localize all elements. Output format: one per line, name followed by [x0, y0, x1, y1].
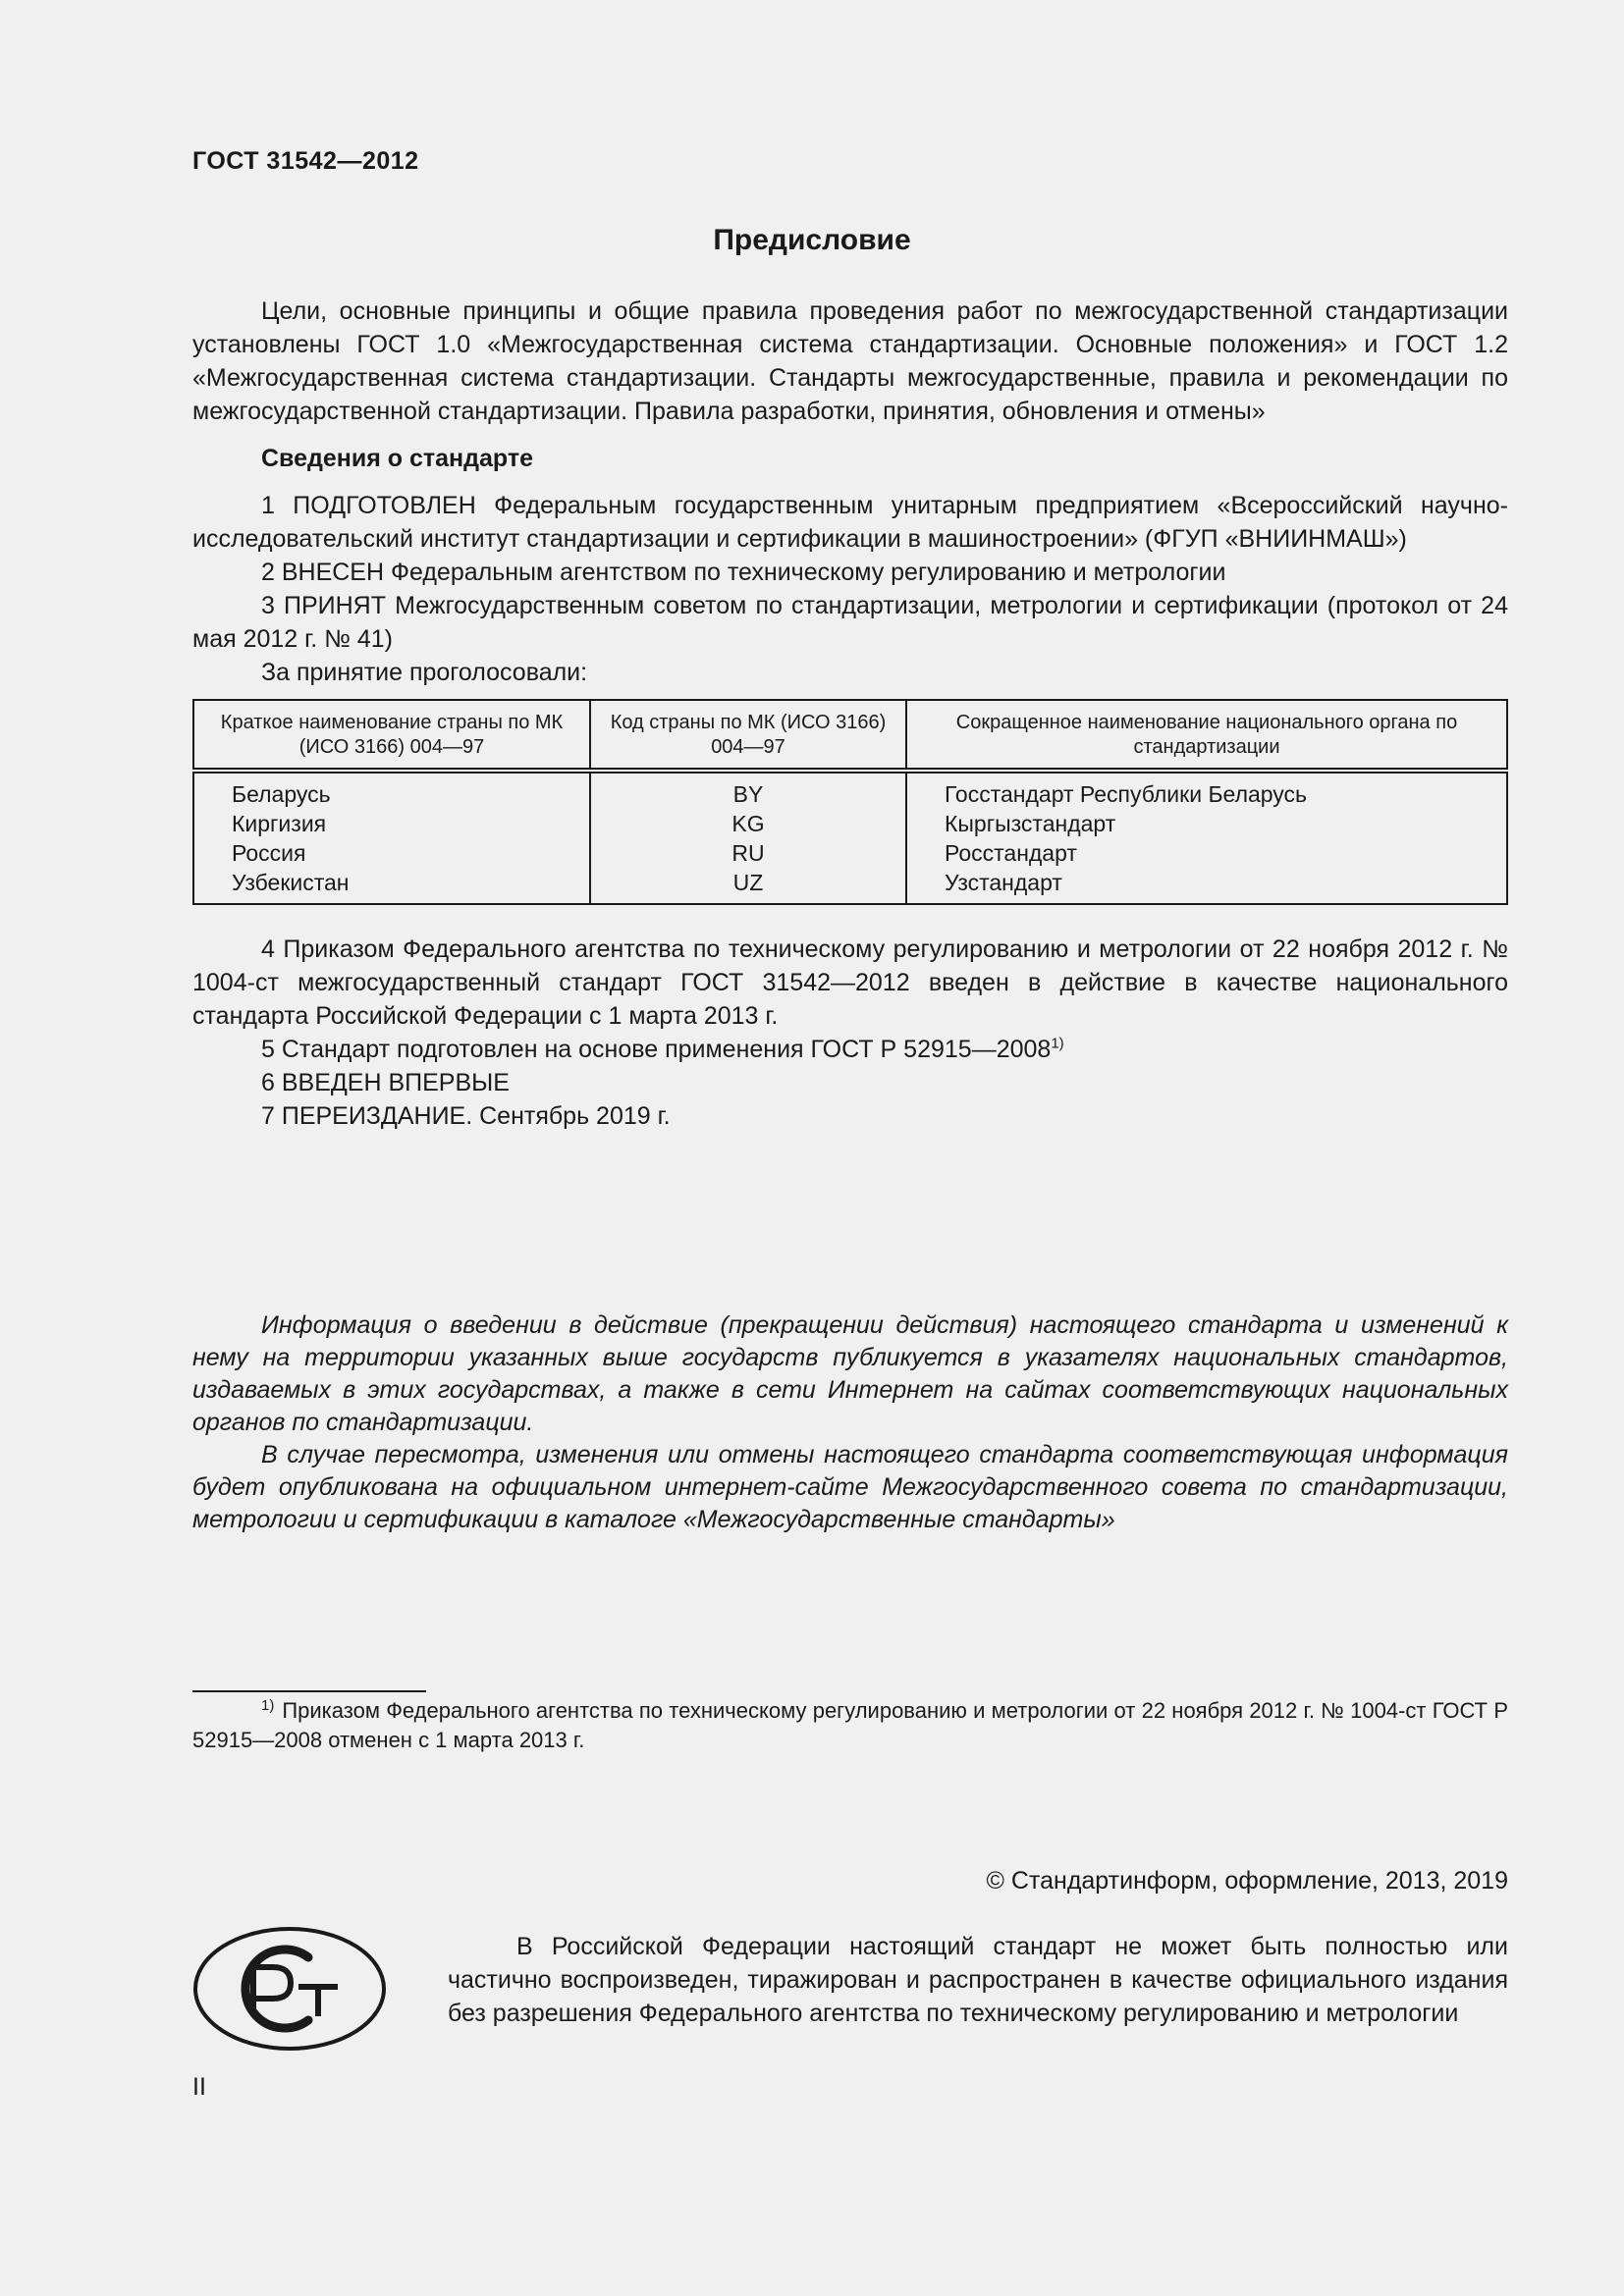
table-header-code: Код страны по МК (ИСО 3166) 004—97	[590, 700, 906, 771]
intro-paragraph: Цели, основные принципы и общие правила проведения работ по межгосударственной стандартизации установлены ГОСТ 1.0 «Межгосударственная система стандартизации. Основные положения» и ГОСТ 1.2 «Межгосударственная система стандартизации. Стандарты межгосударственные, правила и рекомендации по межгосударственной стандартизации. Правила разработки, принятия, обновления и отмены»	[192, 297, 1508, 425]
table-header-body: Сокращенное наименование национального органа по стандартизации	[906, 700, 1507, 771]
country-cell: Беларусь	[193, 771, 590, 809]
preface-content	[192, 294, 1508, 1133]
table-header-country: Краткое наименование страны по МК (ИСО 3166) 004—97	[193, 700, 590, 771]
body-cell: Кыргызстандарт	[906, 809, 1507, 838]
voted-label: За принятие проголосовали:	[261, 659, 588, 686]
table-row	[193, 771, 1507, 809]
code-cell: UZ	[590, 868, 906, 904]
post-table-items	[192, 933, 1508, 1133]
code-cell: KG	[590, 809, 906, 838]
country-cell: Узбекистан	[193, 868, 590, 904]
code-cell: RU	[590, 838, 906, 868]
item-adopted: 3 ПРИНЯТ Межгосударственным советом по стандартизации, метрологии и сертификации (протокол от 24 мая 2012 г. № 41)	[192, 592, 1508, 653]
table-row	[193, 868, 1507, 904]
table-row	[193, 838, 1507, 868]
code-cell: BY	[590, 771, 906, 809]
body-cell: Госстандарт Республики Беларусь	[906, 771, 1507, 809]
page-number: II	[192, 2073, 206, 2101]
rights-notice	[448, 1930, 1508, 2030]
footnote-text: Приказом Федерального агентства по техническому регулированию и метрологии от 22 ноября 2012 г. № 1004-ст ГОСТ Р 52915—2008 отменен с 1 марта 2013 г.	[192, 1698, 1508, 1752]
item-reissue: 7 ПЕРЕИЗДАНИЕ. Сентябрь 2019 г.	[261, 1102, 671, 1130]
copyright-notice: © Стандартинформ, оформление, 2013, 2019	[986, 1867, 1508, 1895]
voting-table	[192, 699, 1508, 905]
table-row	[193, 809, 1507, 838]
document-number: ГОСТ 31542—2012	[192, 147, 419, 175]
info-paragraph: Информация о введении в действие (прекращении действия) настоящего стандарта и изменений к нему на территории указанных выше государств публикуется в указателях национальных стандартов, издаваемых в этих государствах, а также в сети Интернет на сайтах соответствующих национальных органов по стандартизации.	[192, 1311, 1508, 1436]
section-heading: Сведения о стандарте	[261, 445, 534, 472]
item-submitted: 2 ВНЕСЕН Федеральным агентством по техническому регулированию и метрологии	[261, 559, 1226, 586]
info-paragraph: В случае пересмотра, изменения или отмены настоящего стандарта соответствующая информация будет опубликована на официальном интернет-сайте Межгосударственного совета по стандартизации, метрологии и сертификации в каталоге «Межгосударственные стандарты»	[192, 1441, 1508, 1533]
footnote-divider	[192, 1690, 426, 1692]
country-cell: Россия	[193, 838, 590, 868]
body-cell: Росстандарт	[906, 838, 1507, 868]
item-first-introduced: 6 ВВЕДЕН ВПЕРВЫЕ	[261, 1069, 510, 1096]
item-prepared: 1 ПОДГОТОВЛЕН Федеральным государственным унитарным предприятием «Всероссийский научно-исследовательский институт стандартизации и сертификации в машиностроении» (ФГУП «ВНИИНМАШ»)	[192, 492, 1508, 553]
info-block	[192, 1309, 1508, 1536]
footnote	[192, 1696, 1508, 1755]
page-title: Предисловие	[713, 224, 911, 256]
item-basis-text: 5 Стандарт подготовлен на основе применения ГОСТ Р 52915—2008	[261, 1036, 1052, 1063]
item-order: 4 Приказом Федерального агентства по техническому регулированию и метрологии от 22 ноября 2012 г. № 1004-ст межгосударственный стандарт ГОСТ 31542—2012 введен в действие в качестве национального стандарта Российской Федерации с 1 марта 2013 г.	[192, 935, 1508, 1030]
item-basis	[192, 1033, 1508, 1066]
footnote-number: 1)	[261, 1696, 275, 1714]
footnote-ref[interactable]: 1)	[1051, 1035, 1064, 1052]
gost-r-logo-icon	[192, 1926, 387, 2052]
body-cell: Узстандарт	[906, 868, 1507, 904]
rights-text: В Российской Федерации настоящий стандарт не может быть полностью или частично воспроизведен, тиражирован и распространен в качестве официального издания без разрешения Федерального агентства по техническому регулированию и метрологии	[448, 1933, 1508, 2027]
country-cell: Киргизия	[193, 809, 590, 838]
